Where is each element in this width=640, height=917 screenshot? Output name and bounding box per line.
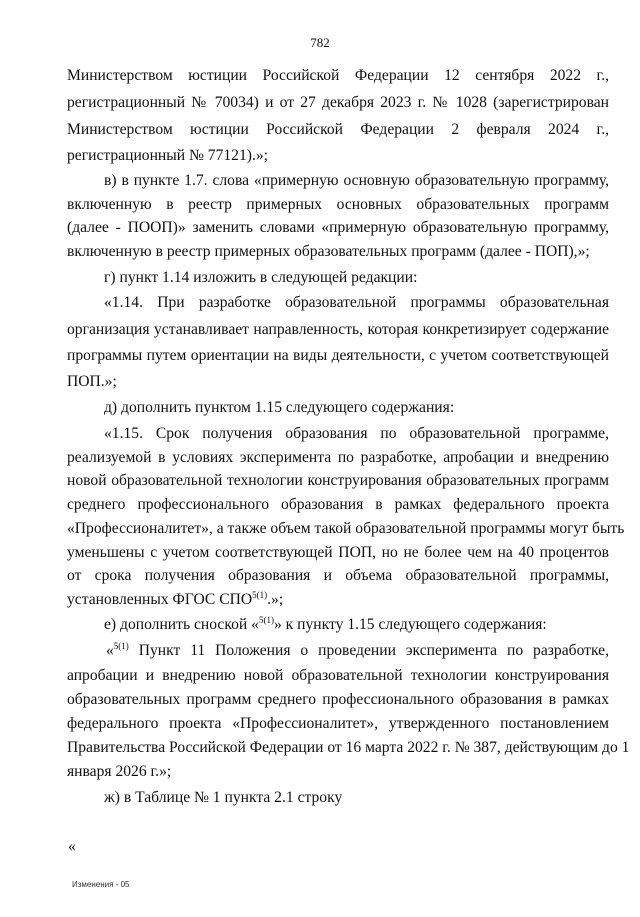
- text-line: е) дополнить сноской «$^{5(1)}$» к пункту 1.15 следующего содержания:: [104, 614, 547, 633]
- text-line: января 2026 г.»;: [67, 763, 172, 780]
- text-line: регистрационный № 77121).»;: [67, 147, 268, 164]
- text-line: реализуемой в условиях эксперимента по разработке, апробации и внедрению: [67, 449, 609, 466]
- text-line: «Профессионалитет», а также объем такой образовательной программы могут быть: [67, 520, 625, 537]
- footnote-mark: 5(1): [258, 614, 274, 625]
- text-line: Правительства Российской Федерации от 16 марта 2022 г. № 387, действующим до 1: [67, 739, 630, 756]
- text-line: включенную в реестр примерных образовательных программ (далее - ПОП),»;: [67, 243, 590, 260]
- footer-label: Изменения - 05: [72, 880, 130, 889]
- text-line: апробации и внедрению новой образовательной технологии конструирования: [67, 667, 609, 684]
- text-line: от срока получения образования и объема образовательной программы,: [67, 567, 609, 584]
- text-line: г) пункт 1.14 изложить в следующей редакции:: [104, 269, 418, 286]
- text-line: включенную в реестр примерных основных образовательных программ: [67, 196, 609, 213]
- text-line: «$^{5(1)}$ Пункт 11 Положения о проведении эксперимента по разработке,: [106, 640, 609, 659]
- text-line: установленных ФГОС $СПО^{5(1)}$.»;: [67, 589, 284, 608]
- text-line: (далее - ПООП)» заменить словами «примерную образовательную программу,: [67, 219, 609, 236]
- text-line: организация устанавливает направленность, которая конкретизирует содержание: [67, 321, 609, 338]
- quote-mark: «: [68, 838, 76, 855]
- footnote-mark: 5(1): [252, 589, 268, 600]
- footnote-mark: 5(1): [113, 640, 129, 651]
- text-line: «1.14. При разработке образовательной программы образовательная: [104, 294, 609, 311]
- text-line: федерального проекта «Профессионалитет», утвержденного постановлением: [67, 715, 609, 732]
- text-line: Министерством юстиции Российской Федерации 2 февраля 2024 г.,: [67, 121, 609, 138]
- text-line: программы путем ориентации на виды деятельности, с учетом соответствующей: [67, 347, 609, 364]
- text-line: ПОП.»;: [67, 373, 117, 390]
- page-number: 782: [310, 35, 330, 50]
- text-line: образовательных программ среднего профессионального образования в рамках: [67, 691, 609, 708]
- text-line: регистрационный № 70034) и от 27 декабря 2023 г. № 1028 (зарегистрирован: [67, 94, 609, 111]
- text-line: ж) в Таблице № 1 пункта 2.1 строку: [104, 789, 343, 806]
- text-line: в) в пункте 1.7. слова «примерную основную образовательную программу,: [104, 172, 609, 189]
- text-line: «1.15. Срок получения образования по образовательной программе,: [104, 425, 609, 442]
- text-line: д) дополнить пунктом 1.15 следующего содержания:: [104, 399, 455, 416]
- text-line: Министерством юстиции Российской Федерации 12 сентября 2022 г.,: [67, 67, 609, 84]
- text-line: среднего профессионального образования в рамках федерального проекта: [67, 496, 609, 513]
- text-line: уменьшены с учетом соответствующей ПОП, но не более чем на 40 процентов: [67, 544, 609, 561]
- text-line: новой образовательной технологии конструирования образовательных программ: [67, 472, 609, 489]
